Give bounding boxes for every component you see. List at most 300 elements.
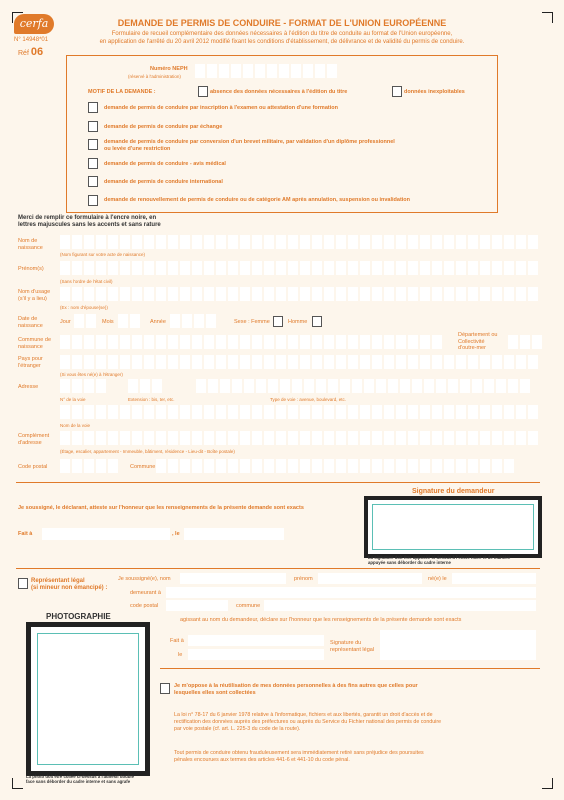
- signature-frame[interactable]: [364, 496, 542, 558]
- char-box[interactable]: [195, 64, 205, 78]
- char-box[interactable]: [324, 335, 334, 349]
- char-box[interactable]: [180, 335, 190, 349]
- departement-field[interactable]: [508, 335, 542, 349]
- char-box[interactable]: [156, 335, 166, 349]
- char-box[interactable]: [316, 379, 326, 393]
- char-box[interactable]: [528, 261, 538, 275]
- char-box[interactable]: [300, 287, 310, 301]
- char-box[interactable]: [432, 355, 442, 369]
- char-box[interactable]: [432, 261, 442, 275]
- char-box[interactable]: [492, 261, 502, 275]
- char-box[interactable]: [360, 261, 370, 275]
- char-box[interactable]: [252, 335, 262, 349]
- char-box[interactable]: [300, 335, 310, 349]
- char-box[interactable]: [96, 261, 106, 275]
- char-box[interactable]: [216, 431, 226, 445]
- char-box[interactable]: [300, 405, 310, 419]
- rep-le-field[interactable]: [188, 649, 324, 660]
- char-box[interactable]: [400, 379, 410, 393]
- char-box[interactable]: [324, 405, 334, 419]
- char-box[interactable]: [504, 261, 514, 275]
- char-box[interactable]: [108, 355, 118, 369]
- char-box[interactable]: [516, 355, 526, 369]
- char-box[interactable]: [348, 355, 358, 369]
- char-box[interactable]: [432, 405, 442, 419]
- char-box[interactable]: [156, 405, 166, 419]
- char-box[interactable]: [252, 235, 262, 249]
- char-box[interactable]: [192, 261, 202, 275]
- char-box[interactable]: [528, 405, 538, 419]
- char-box[interactable]: [360, 431, 370, 445]
- rep-fait-a-field[interactable]: [188, 635, 324, 646]
- char-box[interactable]: [244, 379, 254, 393]
- commune-naissance-field[interactable]: [60, 335, 442, 349]
- char-box[interactable]: [192, 335, 202, 349]
- char-box[interactable]: [132, 287, 142, 301]
- char-box[interactable]: [312, 287, 322, 301]
- char-box[interactable]: [288, 287, 298, 301]
- char-box[interactable]: [312, 459, 322, 473]
- char-box[interactable]: [264, 235, 274, 249]
- char-box[interactable]: [352, 379, 362, 393]
- char-box[interactable]: [156, 261, 166, 275]
- char-box[interactable]: [292, 379, 302, 393]
- char-box[interactable]: [456, 287, 466, 301]
- oppose-checkbox[interactable]: [160, 683, 170, 694]
- char-box[interactable]: [492, 235, 502, 249]
- char-box[interactable]: [240, 405, 250, 419]
- char-box[interactable]: [192, 287, 202, 301]
- char-box[interactable]: [240, 431, 250, 445]
- char-box[interactable]: [168, 355, 178, 369]
- char-box[interactable]: [420, 235, 430, 249]
- char-box[interactable]: [432, 335, 442, 349]
- char-box[interactable]: [384, 405, 394, 419]
- char-box[interactable]: [288, 459, 298, 473]
- char-box[interactable]: [444, 459, 454, 473]
- char-box[interactable]: [192, 405, 202, 419]
- char-box[interactable]: [264, 261, 274, 275]
- inexploitables-checkbox[interactable]: [392, 86, 402, 97]
- char-box[interactable]: [140, 379, 150, 393]
- char-box[interactable]: [384, 355, 394, 369]
- char-box[interactable]: [180, 405, 190, 419]
- char-box[interactable]: [232, 379, 242, 393]
- char-box[interactable]: [120, 235, 130, 249]
- char-box[interactable]: [372, 459, 382, 473]
- char-box[interactable]: [60, 335, 70, 349]
- char-box[interactable]: [456, 261, 466, 275]
- char-box[interactable]: [300, 355, 310, 369]
- char-box[interactable]: [456, 405, 466, 419]
- char-box[interactable]: [448, 379, 458, 393]
- char-box[interactable]: [480, 287, 490, 301]
- char-box[interactable]: [204, 335, 214, 349]
- char-box[interactable]: [408, 335, 418, 349]
- char-box[interactable]: [492, 405, 502, 419]
- char-box[interactable]: [120, 261, 130, 275]
- no-voie-field[interactable]: [60, 379, 106, 393]
- char-box[interactable]: [492, 355, 502, 369]
- char-box[interactable]: [432, 431, 442, 445]
- char-box[interactable]: [315, 64, 325, 78]
- char-box[interactable]: [216, 459, 226, 473]
- char-box[interactable]: [72, 235, 82, 249]
- char-box[interactable]: [219, 64, 229, 78]
- char-box[interactable]: [279, 64, 289, 78]
- char-box[interactable]: [60, 379, 70, 393]
- char-box[interactable]: [468, 355, 478, 369]
- char-box[interactable]: [144, 335, 154, 349]
- char-box[interactable]: [84, 355, 94, 369]
- char-box[interactable]: [192, 355, 202, 369]
- char-box[interactable]: [84, 459, 94, 473]
- char-box[interactable]: [288, 355, 298, 369]
- char-box[interactable]: [108, 335, 118, 349]
- char-box[interactable]: [420, 459, 430, 473]
- char-box[interactable]: [348, 287, 358, 301]
- char-box[interactable]: [468, 431, 478, 445]
- char-box[interactable]: [303, 64, 313, 78]
- char-box[interactable]: [216, 261, 226, 275]
- char-box[interactable]: [130, 314, 140, 328]
- char-box[interactable]: [156, 431, 166, 445]
- char-box[interactable]: [228, 431, 238, 445]
- char-box[interactable]: [182, 314, 192, 328]
- char-box[interactable]: [96, 459, 106, 473]
- annee-field[interactable]: [170, 314, 216, 328]
- char-box[interactable]: [372, 261, 382, 275]
- char-box[interactable]: [264, 459, 274, 473]
- char-box[interactable]: [132, 355, 142, 369]
- char-box[interactable]: [396, 235, 406, 249]
- char-box[interactable]: [396, 335, 406, 349]
- char-box[interactable]: [312, 405, 322, 419]
- char-box[interactable]: [496, 379, 506, 393]
- char-box[interactable]: [348, 431, 358, 445]
- char-box[interactable]: [74, 314, 84, 328]
- char-box[interactable]: [228, 287, 238, 301]
- char-box[interactable]: [276, 405, 286, 419]
- char-box[interactable]: [228, 459, 238, 473]
- char-box[interactable]: [396, 355, 406, 369]
- char-box[interactable]: [504, 287, 514, 301]
- char-box[interactable]: [384, 261, 394, 275]
- char-box[interactable]: [408, 459, 418, 473]
- char-box[interactable]: [396, 431, 406, 445]
- char-box[interactable]: [327, 64, 337, 78]
- char-box[interactable]: [504, 355, 514, 369]
- char-box[interactable]: [264, 355, 274, 369]
- char-box[interactable]: [216, 355, 226, 369]
- char-box[interactable]: [252, 355, 262, 369]
- type-voie-field[interactable]: [196, 379, 530, 393]
- char-box[interactable]: [348, 235, 358, 249]
- char-box[interactable]: [468, 459, 478, 473]
- char-box[interactable]: [276, 287, 286, 301]
- char-box[interactable]: [84, 431, 94, 445]
- char-box[interactable]: [396, 459, 406, 473]
- char-box[interactable]: [472, 379, 482, 393]
- char-box[interactable]: [516, 261, 526, 275]
- char-box[interactable]: [204, 287, 214, 301]
- char-box[interactable]: [204, 235, 214, 249]
- char-box[interactable]: [252, 261, 262, 275]
- char-box[interactable]: [528, 287, 538, 301]
- rep-signature-field[interactable]: [380, 630, 536, 660]
- char-box[interactable]: [132, 261, 142, 275]
- char-box[interactable]: [72, 431, 82, 445]
- commune-field[interactable]: [156, 459, 514, 473]
- char-box[interactable]: [396, 287, 406, 301]
- char-box[interactable]: [255, 64, 265, 78]
- char-box[interactable]: [348, 261, 358, 275]
- char-box[interactable]: [432, 287, 442, 301]
- char-box[interactable]: [468, 261, 478, 275]
- char-box[interactable]: [504, 405, 514, 419]
- char-box[interactable]: [360, 355, 370, 369]
- char-box[interactable]: [408, 405, 418, 419]
- char-box[interactable]: [204, 431, 214, 445]
- char-box[interactable]: [324, 261, 334, 275]
- char-box[interactable]: [360, 335, 370, 349]
- char-box[interactable]: [128, 379, 138, 393]
- char-box[interactable]: [60, 287, 70, 301]
- complement-field[interactable]: [60, 431, 538, 445]
- char-box[interactable]: [252, 287, 262, 301]
- char-box[interactable]: [84, 335, 94, 349]
- char-box[interactable]: [264, 405, 274, 419]
- rep-demeurant-field[interactable]: [166, 587, 536, 598]
- char-box[interactable]: [96, 335, 106, 349]
- rep-commune-field[interactable]: [264, 600, 536, 611]
- char-box[interactable]: [516, 405, 526, 419]
- absence-checkbox[interactable]: [198, 86, 208, 97]
- char-box[interactable]: [60, 355, 70, 369]
- char-box[interactable]: [516, 431, 526, 445]
- char-box[interactable]: [264, 287, 274, 301]
- char-box[interactable]: [240, 261, 250, 275]
- char-box[interactable]: [108, 261, 118, 275]
- rep-prenom-field[interactable]: [318, 573, 422, 584]
- char-box[interactable]: [276, 335, 286, 349]
- char-box[interactable]: [396, 261, 406, 275]
- char-box[interactable]: [96, 287, 106, 301]
- char-box[interactable]: [240, 335, 250, 349]
- char-box[interactable]: [276, 261, 286, 275]
- char-box[interactable]: [60, 405, 70, 419]
- char-box[interactable]: [256, 379, 266, 393]
- char-box[interactable]: [228, 235, 238, 249]
- char-box[interactable]: [364, 379, 374, 393]
- char-box[interactable]: [432, 235, 442, 249]
- char-box[interactable]: [348, 459, 358, 473]
- char-box[interactable]: [348, 335, 358, 349]
- char-box[interactable]: [384, 459, 394, 473]
- char-box[interactable]: [304, 379, 314, 393]
- char-box[interactable]: [168, 405, 178, 419]
- char-box[interactable]: [204, 355, 214, 369]
- jour-field[interactable]: [74, 314, 96, 328]
- char-box[interactable]: [288, 431, 298, 445]
- char-box[interactable]: [468, 235, 478, 249]
- char-box[interactable]: [300, 459, 310, 473]
- char-box[interactable]: [144, 355, 154, 369]
- char-box[interactable]: [156, 459, 166, 473]
- char-box[interactable]: [72, 335, 82, 349]
- date-signature-field[interactable]: [184, 528, 284, 540]
- neph-field[interactable]: [195, 64, 337, 78]
- char-box[interactable]: [240, 235, 250, 249]
- char-box[interactable]: [480, 261, 490, 275]
- char-box[interactable]: [132, 335, 142, 349]
- char-box[interactable]: [96, 235, 106, 249]
- char-box[interactable]: [492, 459, 502, 473]
- char-box[interactable]: [532, 335, 542, 349]
- option-conversion-checkbox[interactable]: [88, 139, 98, 150]
- char-box[interactable]: [340, 379, 350, 393]
- char-box[interactable]: [156, 235, 166, 249]
- char-box[interactable]: [192, 431, 202, 445]
- char-box[interactable]: [444, 261, 454, 275]
- char-box[interactable]: [264, 431, 274, 445]
- char-box[interactable]: [328, 379, 338, 393]
- char-box[interactable]: [196, 379, 206, 393]
- char-box[interactable]: [168, 235, 178, 249]
- char-box[interactable]: [252, 405, 262, 419]
- char-box[interactable]: [360, 235, 370, 249]
- char-box[interactable]: [228, 335, 238, 349]
- char-box[interactable]: [372, 431, 382, 445]
- char-box[interactable]: [504, 235, 514, 249]
- option-international-checkbox[interactable]: [88, 176, 98, 187]
- nom-naissance-field[interactable]: [60, 235, 538, 249]
- mois-field[interactable]: [118, 314, 140, 328]
- char-box[interactable]: [120, 287, 130, 301]
- char-box[interactable]: [516, 287, 526, 301]
- char-box[interactable]: [72, 287, 82, 301]
- char-box[interactable]: [84, 235, 94, 249]
- char-box[interactable]: [268, 379, 278, 393]
- char-box[interactable]: [480, 235, 490, 249]
- char-box[interactable]: [324, 431, 334, 445]
- char-box[interactable]: [492, 287, 502, 301]
- char-box[interactable]: [144, 405, 154, 419]
- char-box[interactable]: [86, 314, 96, 328]
- char-box[interactable]: [336, 235, 346, 249]
- char-box[interactable]: [384, 431, 394, 445]
- char-box[interactable]: [324, 235, 334, 249]
- char-box[interactable]: [300, 235, 310, 249]
- char-box[interactable]: [168, 459, 178, 473]
- char-box[interactable]: [444, 405, 454, 419]
- char-box[interactable]: [118, 314, 128, 328]
- char-box[interactable]: [336, 355, 346, 369]
- char-box[interactable]: [444, 355, 454, 369]
- rep-code-postal-field[interactable]: [166, 600, 228, 611]
- char-box[interactable]: [456, 431, 466, 445]
- rep-nom-field[interactable]: [180, 573, 286, 584]
- char-box[interactable]: [152, 379, 162, 393]
- char-box[interactable]: [444, 287, 454, 301]
- char-box[interactable]: [324, 355, 334, 369]
- char-box[interactable]: [444, 235, 454, 249]
- char-box[interactable]: [276, 355, 286, 369]
- char-box[interactable]: [264, 335, 274, 349]
- char-box[interactable]: [468, 287, 478, 301]
- rep-nee-le-field[interactable]: [452, 573, 536, 584]
- char-box[interactable]: [267, 64, 277, 78]
- char-box[interactable]: [456, 235, 466, 249]
- char-box[interactable]: [376, 379, 386, 393]
- char-box[interactable]: [420, 355, 430, 369]
- prenoms-field[interactable]: [60, 261, 538, 275]
- char-box[interactable]: [300, 431, 310, 445]
- char-box[interactable]: [456, 459, 466, 473]
- char-box[interactable]: [170, 314, 180, 328]
- char-box[interactable]: [288, 235, 298, 249]
- char-box[interactable]: [231, 64, 241, 78]
- char-box[interactable]: [72, 405, 82, 419]
- char-box[interactable]: [336, 459, 346, 473]
- char-box[interactable]: [444, 431, 454, 445]
- char-box[interactable]: [144, 261, 154, 275]
- pays-field[interactable]: [60, 355, 538, 369]
- option-renouvellement-checkbox[interactable]: [88, 195, 98, 206]
- char-box[interactable]: [504, 431, 514, 445]
- char-box[interactable]: [120, 405, 130, 419]
- char-box[interactable]: [480, 459, 490, 473]
- char-box[interactable]: [144, 235, 154, 249]
- option-inscription-checkbox[interactable]: [88, 102, 98, 113]
- char-box[interactable]: [384, 287, 394, 301]
- char-box[interactable]: [528, 431, 538, 445]
- char-box[interactable]: [324, 459, 334, 473]
- char-box[interactable]: [216, 235, 226, 249]
- char-box[interactable]: [180, 287, 190, 301]
- homme-checkbox[interactable]: [312, 316, 322, 327]
- char-box[interactable]: [312, 335, 322, 349]
- fait-a-field[interactable]: [42, 528, 170, 540]
- char-box[interactable]: [108, 287, 118, 301]
- char-box[interactable]: [312, 355, 322, 369]
- char-box[interactable]: [504, 459, 514, 473]
- femme-checkbox[interactable]: [273, 316, 283, 327]
- char-box[interactable]: [96, 405, 106, 419]
- char-box[interactable]: [468, 405, 478, 419]
- char-box[interactable]: [216, 287, 226, 301]
- char-box[interactable]: [288, 261, 298, 275]
- char-box[interactable]: [216, 335, 226, 349]
- code-postal-field[interactable]: [60, 459, 118, 473]
- char-box[interactable]: [180, 355, 190, 369]
- char-box[interactable]: [456, 355, 466, 369]
- char-box[interactable]: [420, 431, 430, 445]
- char-box[interactable]: [420, 287, 430, 301]
- char-box[interactable]: [60, 459, 70, 473]
- char-box[interactable]: [336, 287, 346, 301]
- char-box[interactable]: [408, 235, 418, 249]
- char-box[interactable]: [420, 335, 430, 349]
- nom-usage-field[interactable]: [60, 287, 538, 301]
- char-box[interactable]: [372, 335, 382, 349]
- char-box[interactable]: [60, 261, 70, 275]
- char-box[interactable]: [132, 405, 142, 419]
- char-box[interactable]: [460, 379, 470, 393]
- char-box[interactable]: [192, 459, 202, 473]
- char-box[interactable]: [216, 405, 226, 419]
- char-box[interactable]: [180, 261, 190, 275]
